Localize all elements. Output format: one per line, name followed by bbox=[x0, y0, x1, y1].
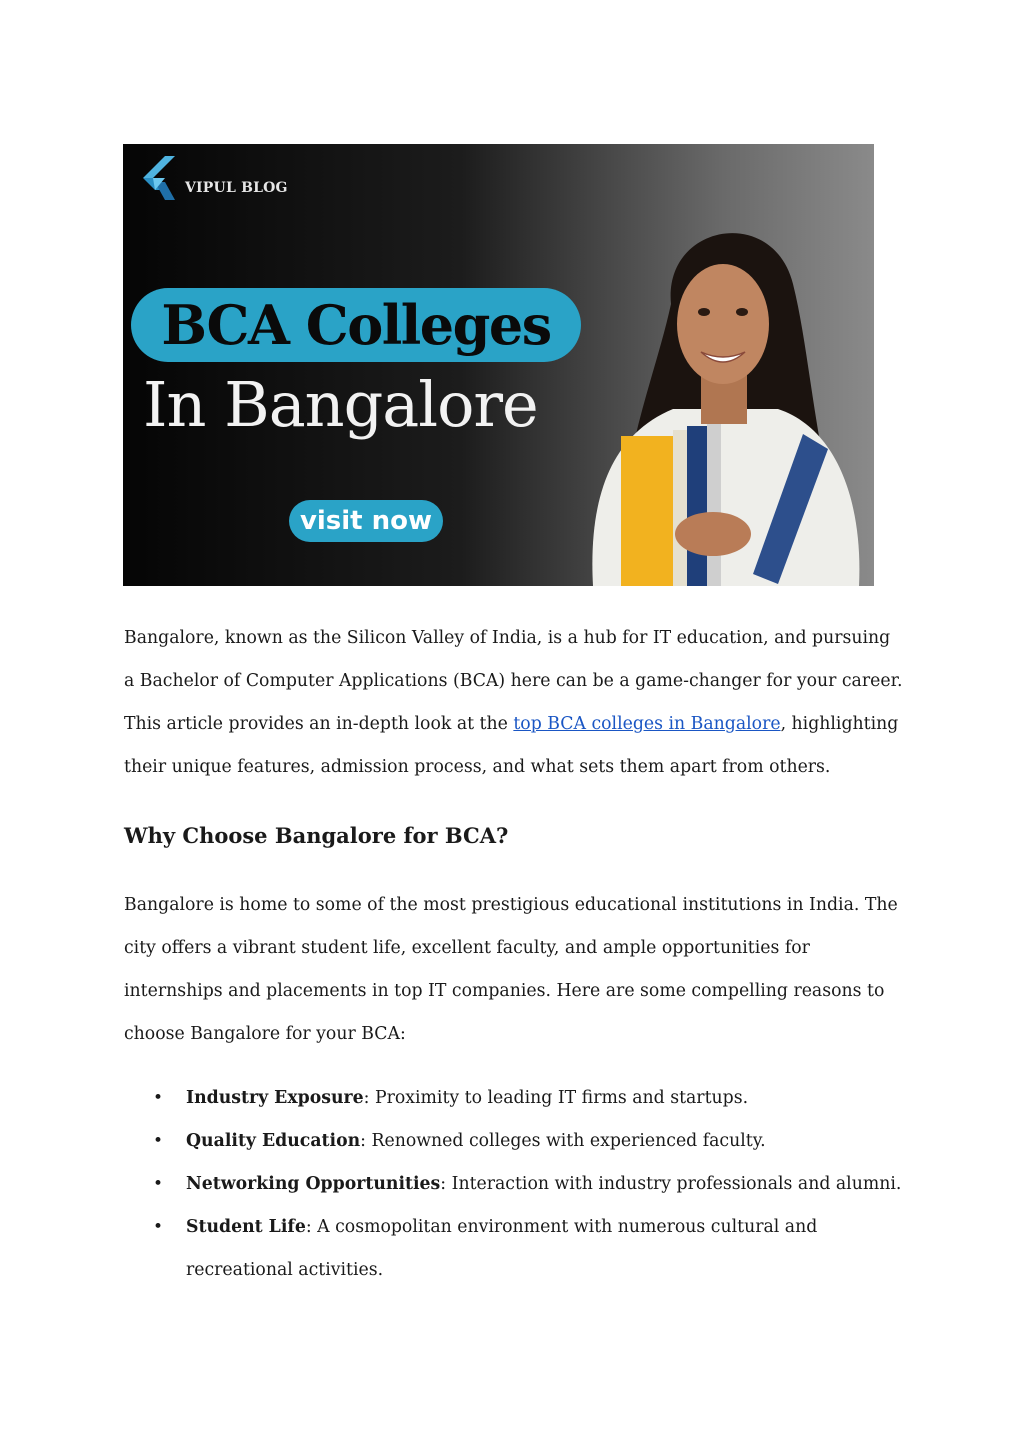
list-item bbox=[124, 1120, 924, 1163]
reason-term: Networking Opportunities bbox=[186, 1174, 441, 1194]
reason-desc: : Renowned colleges with experienced faculty. bbox=[360, 1131, 766, 1151]
section-paragraph: Bangalore is home to some of the most prestigious educational institutions in India. The city offers a vibrant student life, excellent faculty, and ample opportunities for internships and placements in top IT companies. Here are some compelling reasons to choose Bangalore for your BCA: bbox=[124, 895, 898, 1044]
hero-banner-image bbox=[123, 144, 874, 586]
reason-term: Student Life bbox=[186, 1217, 306, 1237]
logo-text: VIPUL BLOG bbox=[185, 180, 288, 196]
student-photo bbox=[563, 204, 874, 586]
banner-title-line2: In Bangalore bbox=[143, 368, 538, 441]
list-item bbox=[124, 1163, 924, 1206]
bullet-icon: • bbox=[153, 1088, 164, 1108]
top-bca-colleges-link[interactable]: top BCA colleges in Bangalore bbox=[513, 714, 781, 734]
banner-title-pill bbox=[131, 288, 581, 362]
blog-logo bbox=[141, 156, 288, 200]
reason-desc: : Interaction with industry professionals and alumni. bbox=[440, 1174, 902, 1194]
section-heading: Why Choose Bangalore for BCA? bbox=[124, 823, 509, 848]
banner-title-line1: BCA Colleges bbox=[161, 293, 551, 357]
reason-term: Quality Education bbox=[186, 1131, 361, 1151]
bullet-icon: • bbox=[153, 1131, 164, 1151]
reasons-list bbox=[124, 1077, 924, 1292]
intro-paragraph bbox=[124, 617, 904, 789]
reason-desc: : A cosmopolitan environment with numerous cultural and recreational activities. bbox=[186, 1217, 818, 1280]
intro-text-end: , highlighting their unique features, admission process, and what sets them apart from others. bbox=[124, 714, 899, 777]
flutter-chevron-logo-icon bbox=[141, 156, 179, 200]
list-item bbox=[124, 1206, 924, 1292]
visit-now-button[interactable]: visit now bbox=[289, 500, 443, 542]
list-item bbox=[124, 1077, 924, 1120]
bullet-icon: • bbox=[153, 1174, 164, 1194]
reason-term: Industry Exposure bbox=[186, 1088, 364, 1108]
intro-text-start: Bangalore, known as the Silicon Valley of India, is a hub for IT education, and pursuing a Bachelor of Computer Applications (BCA) here can be a game-changer for your career. This article provides an in-depth look at the bbox=[124, 628, 903, 734]
bullet-icon: • bbox=[153, 1217, 164, 1237]
reason-desc: : Proximity to leading IT firms and startups. bbox=[363, 1088, 749, 1108]
